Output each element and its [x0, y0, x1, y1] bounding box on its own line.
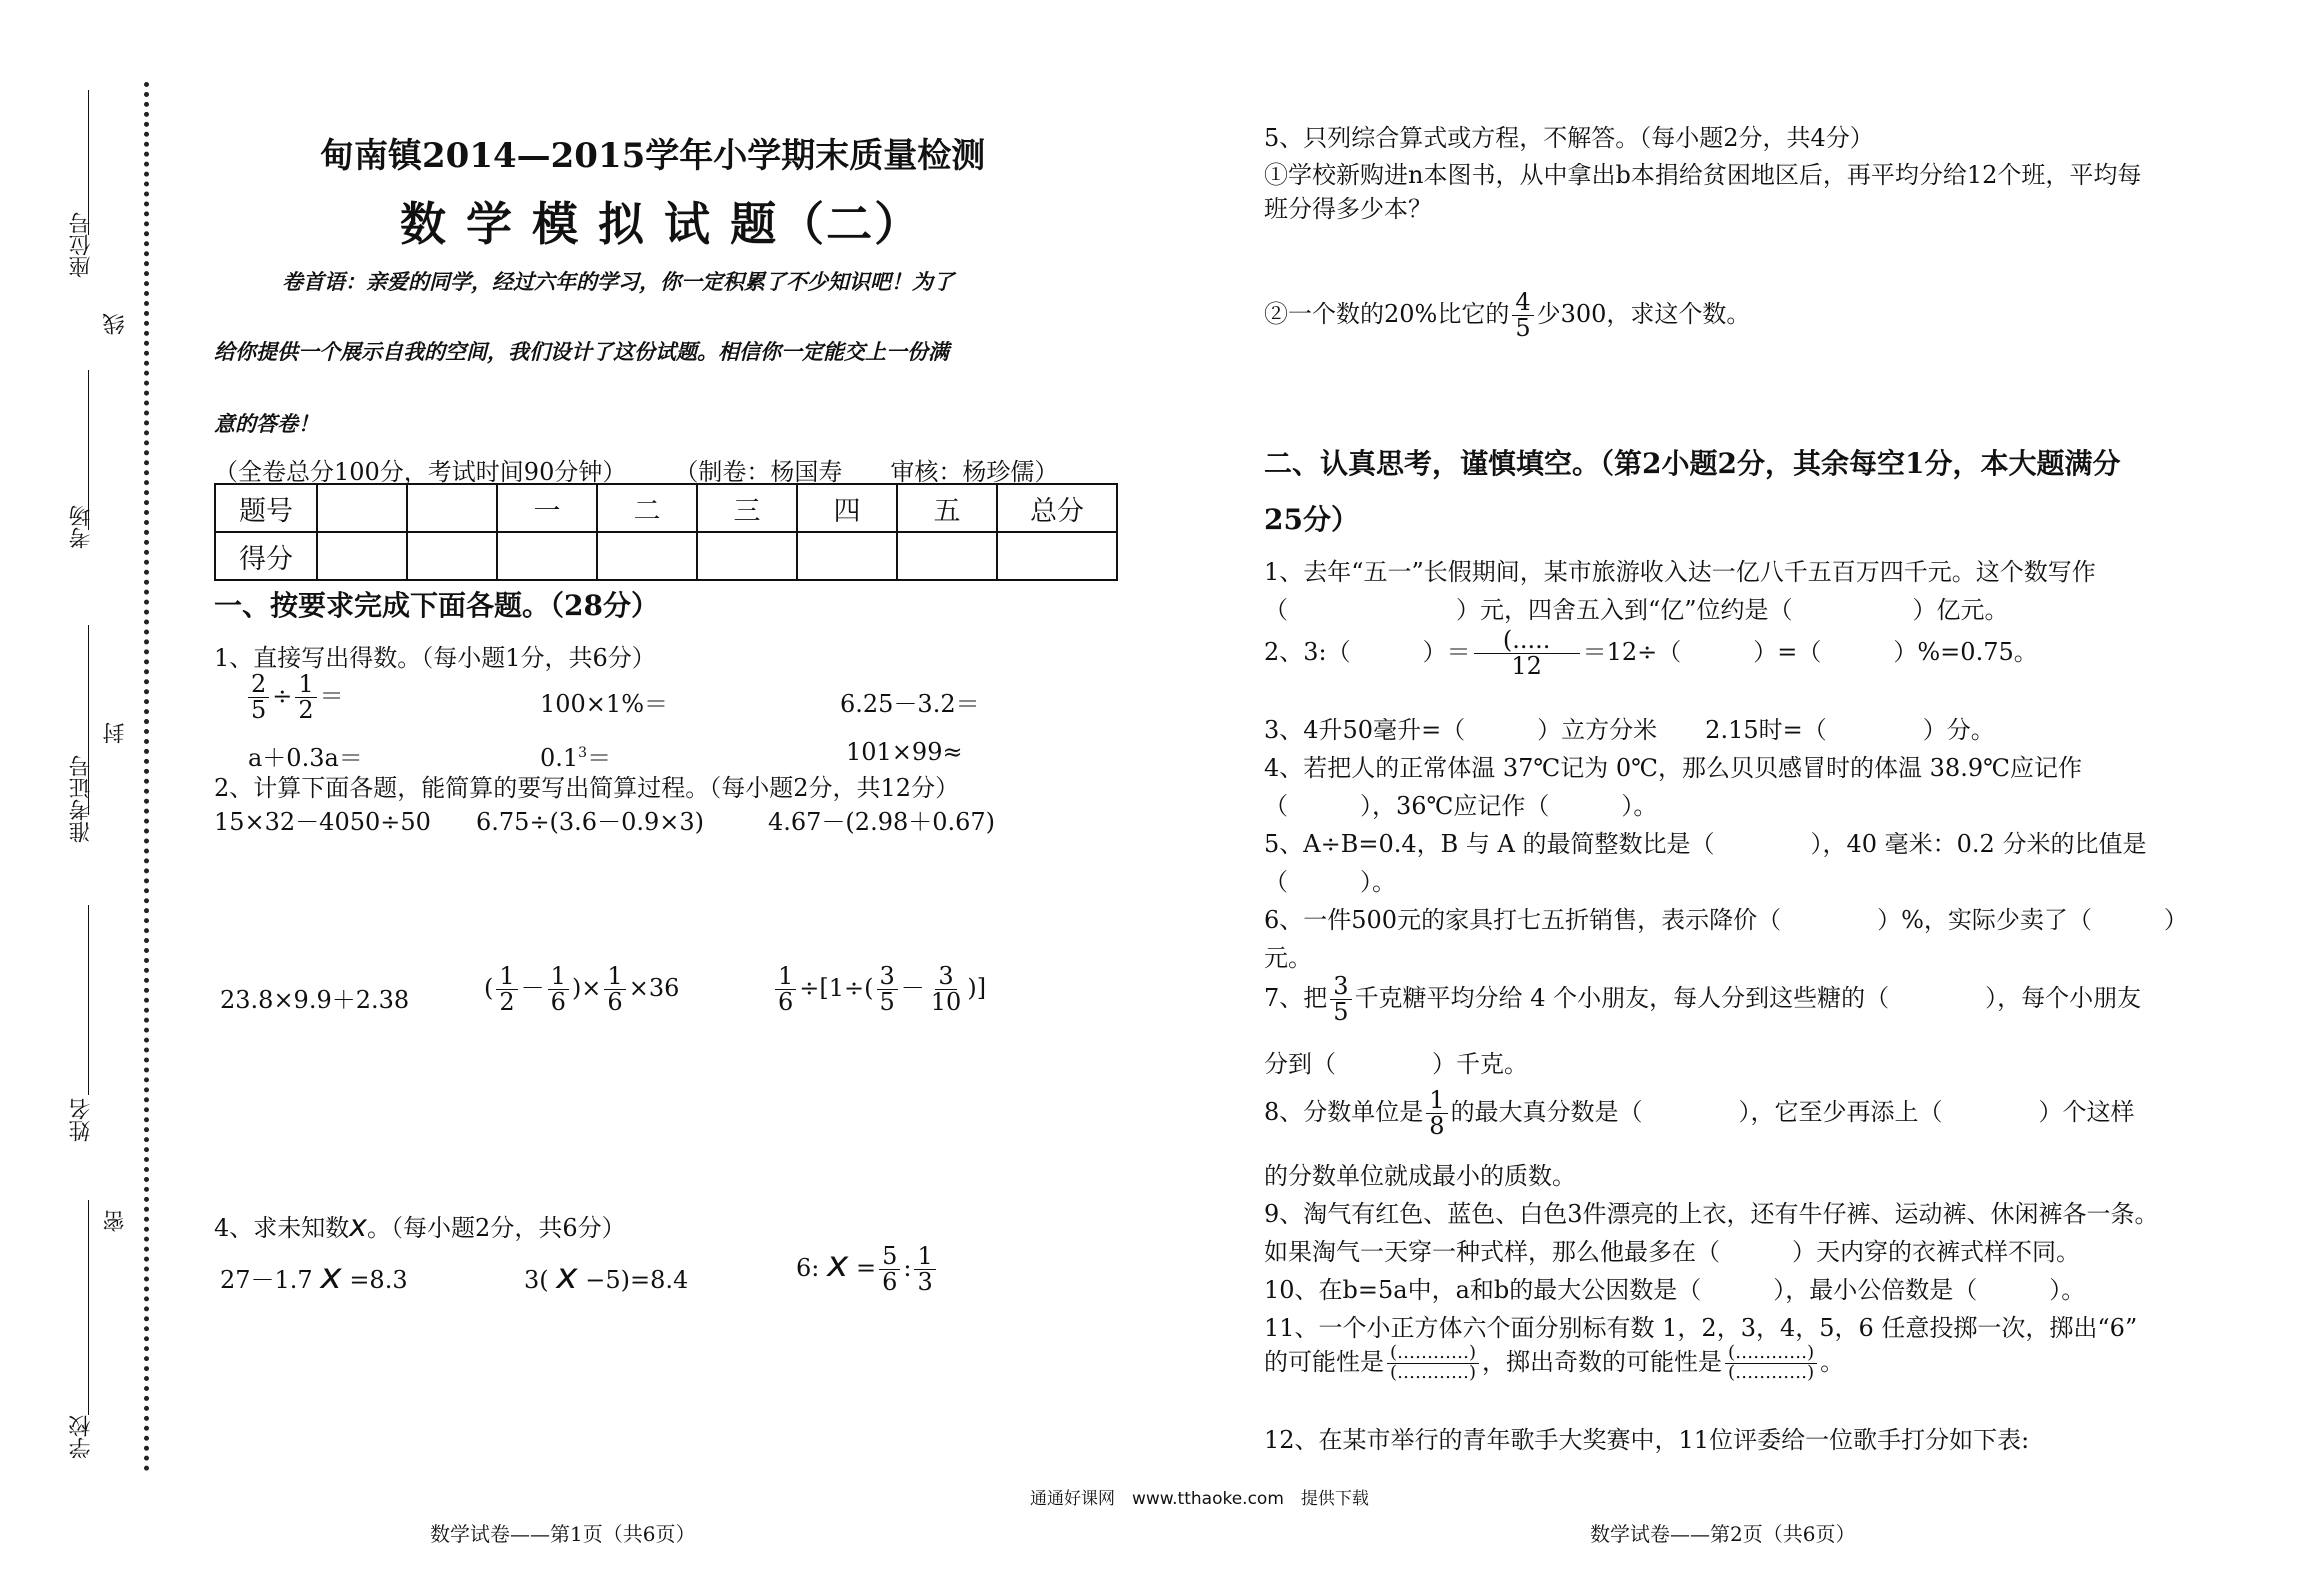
- fraction: $\frac{1}{3}$: [914, 1244, 935, 1295]
- fraction: $\frac{3}{5}$: [1330, 974, 1351, 1025]
- score-cell[interactable]: [897, 532, 997, 580]
- header-cell: 总分: [997, 484, 1117, 532]
- p2-q9-line-1: 9、淘气有红色、蓝色、白色3件漂亮的上衣，还有牛仔裤、运动裤、休闲裤各一条。: [1264, 1200, 2159, 1228]
- header-cell: 四: [797, 484, 897, 532]
- score-cell[interactable]: [497, 532, 597, 580]
- q2-expr-2: 6.75÷(3.6－0.9×3): [476, 808, 704, 836]
- p2-q1-line-2: （ ）元，四舍五入到“亿”位约是（ ）亿元。: [1264, 596, 2009, 624]
- calc-item-a: $\frac{2}{5}$ ÷ $\frac{1}{2}$ ＝: [245, 672, 344, 723]
- seat-label: 座位号: [69, 212, 94, 278]
- fraction: $\frac{2}{5}$: [248, 672, 269, 723]
- header-cell: 五: [897, 484, 997, 532]
- calc-item-f: 101×99≈: [846, 738, 963, 766]
- p2-q6-line-1: 6、一件500元的家具打七五折销售，表示降价（ ）%，实际少卖了（ ）: [1264, 906, 2188, 934]
- header-cell: 一: [497, 484, 597, 532]
- score-cell[interactable]: [597, 532, 697, 580]
- p2-q4-line-2: （ ），36℃应记作（ ）。: [1264, 792, 1658, 820]
- part5-q2: ②一个数的20%比它的 $\frac{4}{5}$ 少300，求这个数。: [1264, 288, 1751, 343]
- header-cell: 三: [697, 484, 797, 532]
- q1-instruction: 1、直接写出得数。（每小题1分，共6分）: [214, 644, 656, 672]
- header-cell: [317, 484, 407, 532]
- p2-q5-line-1: 5、A÷B=0.4，B 与 A 的最简整数比是（ ），40 毫米：0.2 分米的比值是: [1264, 830, 2147, 858]
- part5-heading: 5、只列综合算式或方程，不解答。（每小题2分，共4分）: [1264, 124, 1874, 152]
- q2-expr-6: $\frac{1}{6}$ ÷[1÷( $\frac{3}{5}$ － $\frac{3}{10}$ )]: [772, 964, 986, 1015]
- fraction: $\frac{(\dots\dots\dots\dots)}{(\dots\dots\dots\dots)}$: [1725, 1344, 1817, 1383]
- calc-item-c: 6.25－3.2＝: [840, 690, 980, 718]
- calc-item-e: $0.1^3=$: [540, 744, 612, 772]
- q2-expr-1: 15×32－4050÷50: [214, 808, 431, 836]
- header-cell: [407, 484, 497, 532]
- page-number-1: 数学试卷——第1页（共6页）: [430, 1522, 696, 1546]
- secret-mark: 密: [103, 1210, 128, 1232]
- part5-q1-line-2: 班分得多少本？: [1264, 195, 1432, 223]
- score-cell: 得分: [215, 532, 317, 580]
- exam-meta: （全卷总分100分，考试时间90分钟） （制卷：杨国寿 审核：杨珍儒）: [214, 458, 1059, 486]
- q4-equation-2: 3( x −5)=8.4: [524, 1256, 689, 1297]
- part5-q1-line-1: ①学校新购进n本图书，从中拿出b本捐给贫困地区后，再平均分给12个班，平均每: [1264, 161, 2142, 189]
- seal-mark: 封: [103, 722, 128, 744]
- preface-line-2: 给你提供一个展示自我的空间，我们设计了这份试题。相信你一定能交上一份满: [214, 339, 949, 364]
- admission-label: 准考证号: [69, 755, 94, 843]
- q2-expr-4: 23.8×9.9＋2.38: [220, 986, 410, 1014]
- p2-q9-line-2: 如果淘气一天穿一种式样，那么他最多在（ ）天内穿的衣裤式样不同。: [1264, 1238, 2080, 1266]
- part1-heading: 一、按要求完成下面各题。（28分）: [214, 589, 659, 622]
- q2-expr-5: ( $\frac{1}{2}$ － $\frac{1}{6}$ )× $\frac{1}{6}$ ×36: [484, 962, 680, 1017]
- fraction: $\frac{5}{6}$: [879, 1244, 900, 1295]
- calc-item-d: a＋0.3a＝: [248, 744, 363, 772]
- preface-line-1: 卷首语：亲爱的同学，经过六年的学习，你一定积累了不少知识吧！为了: [282, 269, 954, 294]
- p2-q3: 3、4升50毫升=（ ）立方分米 2.15时=（ ）分。: [1264, 716, 1995, 744]
- p2-q12: 12、在某市举行的青年歌手大奖赛中，11位评委给一位歌手打分如下表:: [1264, 1426, 2030, 1454]
- score-cell[interactable]: [997, 532, 1117, 580]
- q2-expr-3: 4.67－(2.98＋0.67): [768, 808, 996, 836]
- score-cell[interactable]: [697, 532, 797, 580]
- fraction: $\frac{1}{2}$: [295, 672, 316, 723]
- fraction: $\frac{(.....}{12}$: [1474, 628, 1580, 679]
- score-cell[interactable]: [317, 532, 407, 580]
- name-blank-line: [88, 905, 89, 1095]
- score-cell[interactable]: [407, 532, 497, 580]
- p2-q11-line-2: 的可能性是 $\frac{(\dots\dots\dots\dots)}{(\dots\dots\dots\dots)}$ ，掷出奇数的可能性是 $\frac{(\dots\dots\dots\dots)}{(\dots\dots\dots\dots)}$ 。: [1264, 1342, 1845, 1383]
- line-mark: 线: [103, 313, 128, 335]
- fraction: $\frac{1}{6}$: [775, 964, 796, 1015]
- p2-q5-line-2: （ ）。: [1264, 868, 1396, 896]
- score-cell[interactable]: [797, 532, 897, 580]
- part2-heading-line-2: 25分）: [1264, 503, 1359, 536]
- fraction: $\frac{4}{5}$: [1512, 290, 1533, 341]
- score-table: [214, 483, 1118, 581]
- q2-instruction: 2、计算下面各题，能简算的要写出简算过程。（每小题2分，共12分）: [214, 774, 960, 802]
- page-number-2: 数学试卷——第2页（共6页）: [1590, 1522, 1856, 1546]
- p2-q10: 10、在b=5a中，a和b的最大公因数是（ ），最小公倍数是（ ）。: [1264, 1276, 2086, 1304]
- q4-equation-1: 27－1.7 x =8.3: [220, 1256, 408, 1297]
- fraction: $\frac{3}{5}$: [877, 964, 898, 1015]
- q4-equation-3: 6: x = $\frac{5}{6}$ : $\frac{1}{3}$: [796, 1244, 939, 1295]
- p2-q11-line-1: 11、一个小正方体六个面分别标有数 1，2，3，4，5，6 任意投掷一次，掷出“6”: [1264, 1314, 2138, 1342]
- part2-heading-line-1: 二、认真思考，谨慎填空。（第2小题2分，其余每空1分，本大题满分: [1264, 447, 2121, 480]
- name-label: 姓名: [69, 1098, 94, 1142]
- download-site-footer: 通通好课网 www.tthaoke.com 提供下载: [1030, 1489, 1369, 1509]
- p2-q1-line-1: 1、去年“五一”长假期间，某市旅游收入达一亿八千五百万四千元。这个数写作: [1264, 558, 2096, 586]
- fraction: $\frac{1}{6}$: [548, 964, 569, 1015]
- preface-line-3: 意的答卷！: [214, 411, 319, 436]
- calc-item-b: 100×1%＝: [540, 690, 668, 718]
- p2-q6-line-2: 元。: [1264, 944, 1312, 972]
- binding-dotted-line: [144, 82, 149, 1472]
- p2-q8-line-1: 8、分数单位是 $\frac{1}{8}$ 的最大真分数是（ ），它至少再添上（ ）个这样: [1264, 1086, 2135, 1141]
- fraction: $\frac{3}{10}$: [930, 962, 962, 1017]
- p2-q7-line-1: 7、把 $\frac{3}{5}$ 千克糖平均分给 4 个小朋友，每人分到这些糖的（ ），每个小朋友: [1264, 972, 2142, 1027]
- p2-q8-line-2: 的分数单位就成最小的质数。: [1264, 1162, 1576, 1190]
- q4-instruction: 4、求未知数x。（每小题2分，共6分）: [214, 1209, 626, 1244]
- exam-subtitle: 数 学 模 拟 试 题（二）: [400, 197, 923, 251]
- fraction: $\frac{(\dots\dots\dots\dots)}{(\dots\dots\dots\dots)}$: [1387, 1344, 1479, 1383]
- exam-title: 甸南镇2014—2015学年小学期末质量检测: [320, 136, 986, 176]
- fraction: $\frac{1}{8}$: [1426, 1088, 1447, 1139]
- score-table-row: [215, 532, 1117, 580]
- p2-q2: 2、3:（ ）＝ $\frac{(.....}{12}$ ＝12÷（ ）=（ ）%=0.75。: [1264, 626, 2038, 681]
- p2-q4-line-1: 4、若把人的正常体温 37℃记为 0℃，那么贝贝感冒时的体温 38.9℃应记作: [1264, 754, 2082, 782]
- header-cell: 题号: [215, 484, 317, 532]
- fraction: $\frac{1}{2}$: [496, 964, 517, 1015]
- score-table-row: [215, 484, 1117, 532]
- exam-room-label: 考场: [69, 505, 94, 549]
- school-label: 学校: [69, 1415, 94, 1459]
- fraction: $\frac{1}{6}$: [604, 964, 625, 1015]
- school-blank-line: [88, 1200, 89, 1415]
- header-cell: 二: [597, 484, 697, 532]
- p2-q7-line-2: 分到（ ）千克。: [1264, 1050, 1528, 1078]
